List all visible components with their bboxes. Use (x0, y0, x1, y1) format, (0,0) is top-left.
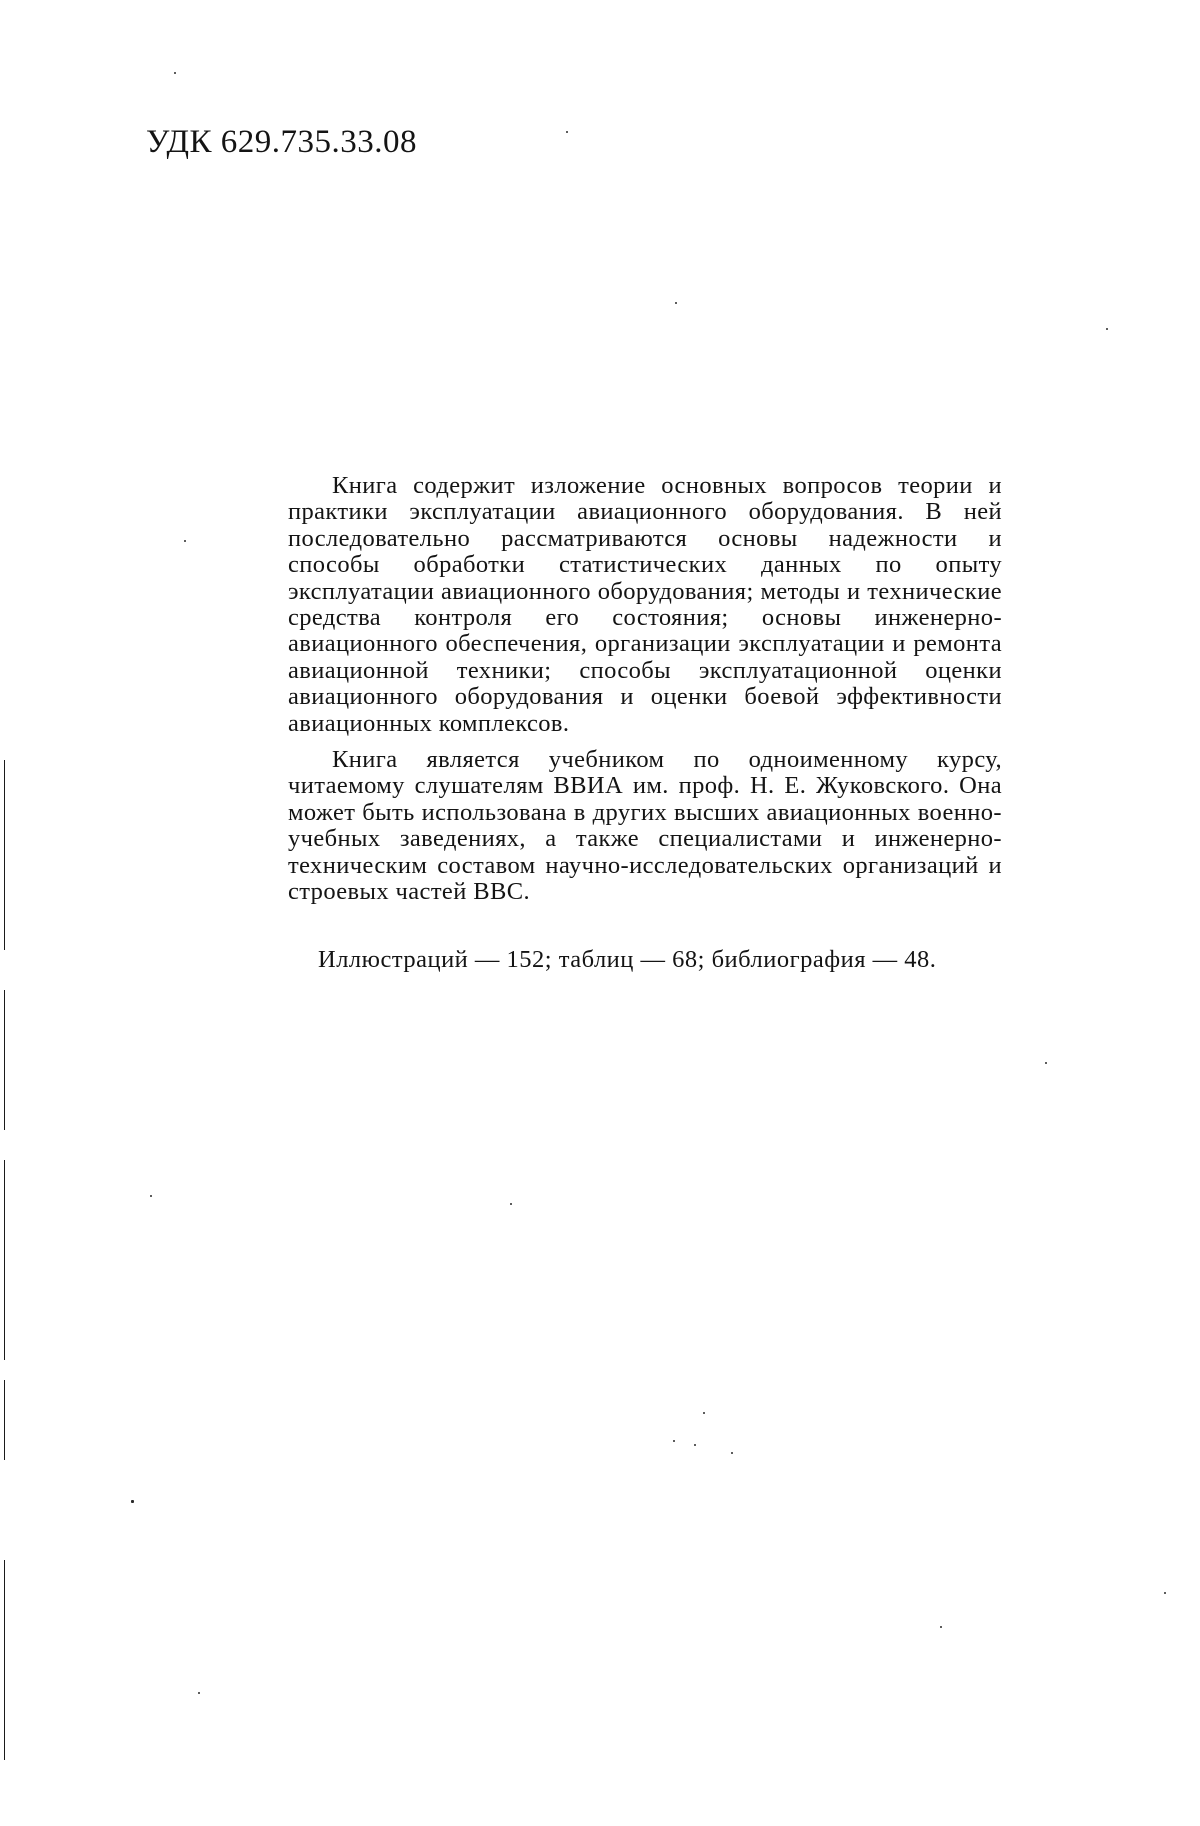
scan-speck (675, 302, 677, 304)
scan-edge-line (4, 760, 5, 950)
scan-speck (731, 1452, 733, 1454)
scan-speck (174, 72, 176, 74)
annotation-paragraph-1: Книга содержит изложение основных вопросов теории и практики эксплуатации авиационного оборудования. В ней последовательно рассматриваются основы надежности и способы обработки статистических данных по опыту эксплуатации авиационного оборудования; методы и технические средства контроля его состояния; основы инженерно-авиационного обеспечения, организации эксплуатации и ремонта авиационной техники; способы эксплуатационной оценки авиационного оборудования и оценки боевой эффективности авиационных комплексов. (288, 472, 1002, 737)
scan-edge-line (4, 1380, 5, 1460)
scan-speck (673, 1440, 675, 1442)
scan-speck (703, 1412, 705, 1414)
scan-speck (131, 1500, 134, 1503)
scan-edge-line (4, 1160, 5, 1360)
scan-speck (198, 1692, 200, 1694)
scan-speck (1164, 1592, 1166, 1594)
scan-speck (694, 1444, 696, 1446)
annotation-block (288, 473, 1002, 906)
scan-edge-line (4, 990, 5, 1130)
scan-speck (184, 540, 186, 542)
scan-speck (940, 1626, 942, 1628)
scan-speck (1106, 328, 1108, 330)
scan-speck (566, 131, 568, 133)
annotation-paragraph-2: Книга является учебником по одноименному курсу, читаемому слушателям ВВИА им. проф. Н. Е. Жуковского. Она может быть использована в других высших авиационных военно-учебных заведениях, а также специалистами и инженерно-техническим составом научно-исследовательских организаций и строевых частей ВВС. (288, 746, 1002, 906)
udk-code: УДК 629.735.33.08 (146, 124, 418, 160)
scan-speck (150, 1195, 152, 1197)
scan-speck (1045, 1062, 1047, 1064)
scan-speck (510, 1203, 512, 1205)
publication-stats: Иллюстраций — 152; таблиц — 68; библиография — 48. (318, 946, 937, 973)
scan-edge-line (4, 1560, 5, 1760)
